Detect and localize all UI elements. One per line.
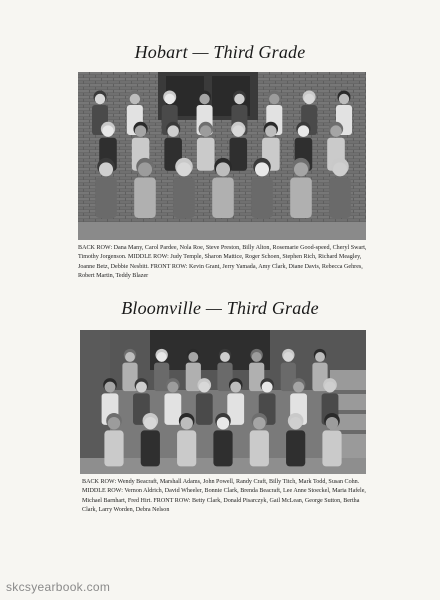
site-watermark: skcsyearbook.com <box>6 580 111 594</box>
class-photo-hobart <box>78 72 366 240</box>
class-photo-bloomville-image <box>80 330 366 474</box>
class-photo-hobart-image <box>78 72 366 240</box>
class-photo-bloomville <box>80 330 366 474</box>
section-title-bloomville: Bloomville — Third Grade <box>121 298 319 318</box>
caption-bloomville: BACK ROW: Wendy Beacraft, Marshall Adams, John Powell, Randy Craft, Billy Titch, Mark Todd, Susan Cohn. MIDDLE ROW: Vernon Aldrich, David Wheeler, Bonnie Clark, Brenda Beacraft, Lee Anne Stoeckel, Maria Hafele, Michael Barnhart, Fred Hirt. FRONT ROW: Betty Clark, Donald Pisarczyk, Gail McLean, George Sutton, Bertha Clark, Larry Worden, Debra Nelson <box>82 479 366 513</box>
caption-hobart: BACK ROW: Dana Many, Carol Pardee, Nola Roe, Steve Preston, Billy Alton, Rosemarie Good-speed, Cheryl Swart, Timothy Jorgenson. MIDDLE ROW: Judy Temple, Sharon Mattice, Roger Schoen, Stephen Rich, Richard Meagley, Joanne Betz, Debbie Nesbitt. FRONT ROW: Kevin Grant, Jerry Yamada, Amy Clark, Diane Davis, Rebecca Gehres, Robert Martin, Teddy Blazer <box>78 245 367 279</box>
section-title-hobart: Hobart — Third Grade <box>134 42 306 62</box>
